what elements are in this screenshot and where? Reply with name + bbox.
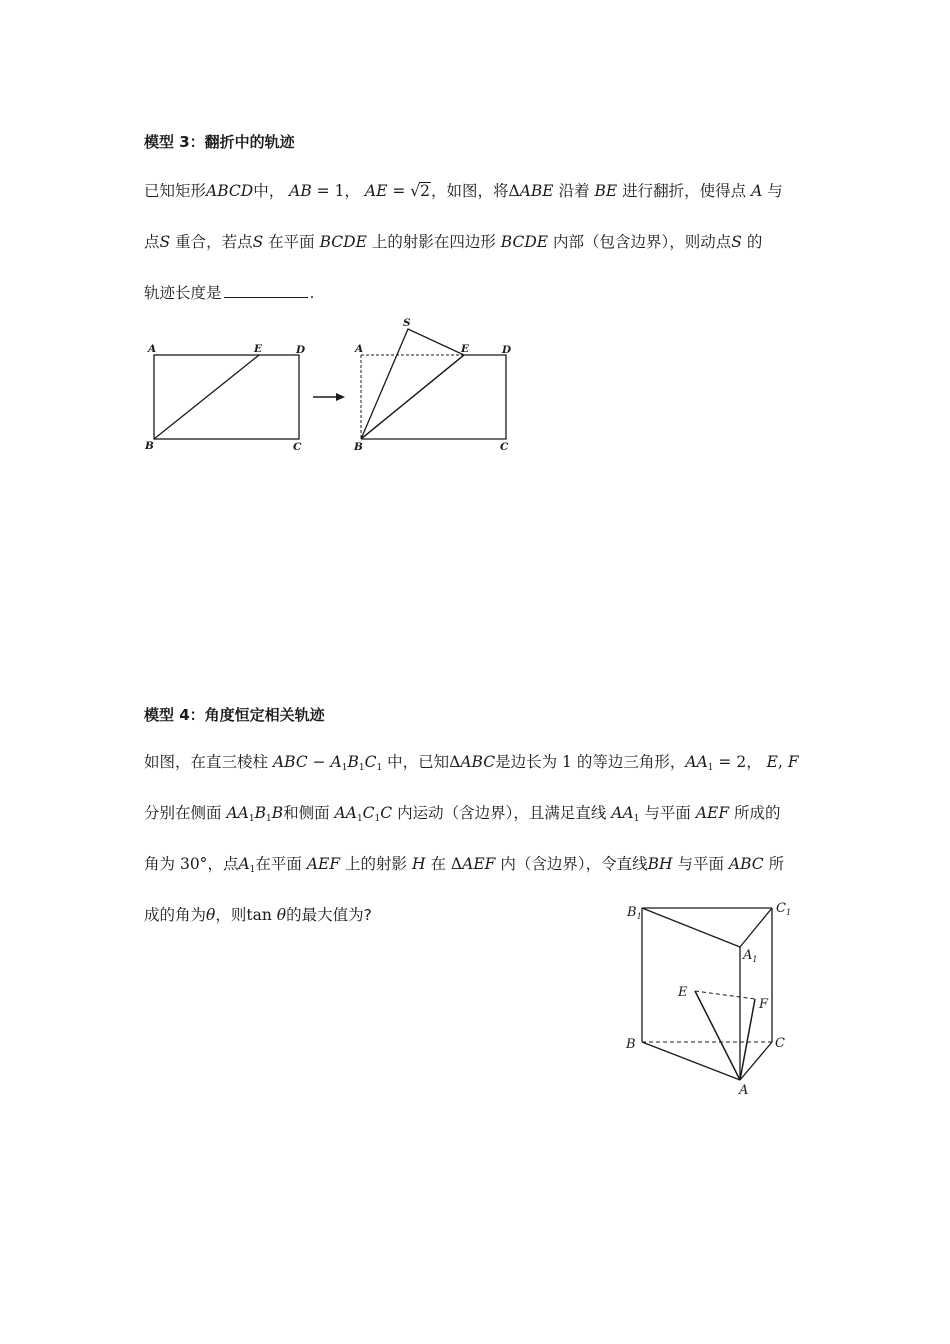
- text: 的等边三角形，: [576, 753, 686, 771]
- math: AEF: [462, 855, 496, 873]
- label-b-2: B: [354, 441, 363, 453]
- text: 成的角为: [144, 906, 207, 924]
- math: ABC: [272, 753, 308, 771]
- dashed-ef: [695, 991, 755, 999]
- label-a-2: A: [355, 343, 364, 355]
- text: 已知矩形: [144, 182, 207, 200]
- label-f: F: [759, 997, 769, 1012]
- math: AA: [611, 804, 634, 822]
- label-c-2: C: [500, 441, 509, 453]
- text: 上的射影: [345, 855, 408, 873]
- text: ，则: [215, 906, 247, 924]
- label-a: A: [148, 343, 157, 355]
- problem3-line-1: [144, 166, 814, 217]
- text: 中，: [253, 182, 285, 200]
- text: 分别在侧面: [144, 804, 222, 822]
- subscript: 1: [374, 814, 381, 824]
- text: 中，已知: [387, 753, 450, 771]
- math: ABE: [519, 182, 554, 200]
- text: 在平面: [268, 233, 315, 251]
- rectangle-abcd: [154, 355, 299, 439]
- math: BE: [594, 182, 618, 200]
- text: 上的射影在四边形: [371, 233, 496, 251]
- text: 在: [430, 855, 446, 873]
- segment-ae: [695, 991, 740, 1080]
- sqrt-sign: √: [410, 182, 421, 200]
- math: AA: [334, 804, 357, 822]
- rectangle-edcb: [361, 355, 506, 439]
- label-b1: $B_1$: [627, 905, 642, 921]
- math: A: [238, 855, 250, 873]
- folding-figure: [140, 315, 540, 460]
- text: 轨迹长度是: [144, 284, 222, 302]
- label-c: C: [293, 441, 302, 453]
- segment-be: [154, 355, 259, 439]
- text: 所成的: [734, 804, 781, 822]
- math: ABCD: [206, 182, 254, 200]
- math: θ: [276, 906, 287, 924]
- math: AA: [685, 753, 708, 771]
- math: B: [254, 804, 266, 822]
- math: B: [271, 804, 284, 822]
- text: 重合，若点: [175, 233, 253, 251]
- answer-blank[interactable]: [224, 285, 308, 298]
- subscript: 1: [376, 763, 383, 773]
- segment-af: [740, 999, 755, 1080]
- text: .: [309, 284, 315, 302]
- text: 在平面: [255, 855, 302, 873]
- edge-c1a1: [740, 908, 772, 947]
- math: C: [362, 804, 375, 822]
- text: 与: [767, 182, 783, 200]
- subscript: 1: [249, 865, 256, 875]
- text: 与平面: [644, 804, 691, 822]
- text: 是边长为: [495, 753, 558, 771]
- math: 1: [562, 753, 572, 771]
- math: θ: [206, 906, 216, 924]
- delta-symbol: Δ: [508, 182, 520, 200]
- label-b: B: [145, 440, 154, 452]
- math: BCDE: [319, 233, 367, 251]
- label-e-2: E: [461, 343, 470, 355]
- section3-problem: [144, 166, 814, 319]
- sqrt-value: 2: [420, 182, 430, 200]
- prism-figure: [622, 895, 802, 1100]
- label-d-2: D: [502, 344, 512, 356]
- math: 30°: [179, 855, 208, 873]
- section4-title: 模型 4：角度恒定相关轨迹: [144, 706, 325, 724]
- subscript: 1: [248, 814, 255, 824]
- text: 进行翻折，使得点: [622, 182, 747, 200]
- triangle-sbe: [361, 329, 464, 439]
- math: ,: [777, 753, 788, 771]
- math: C: [380, 804, 393, 822]
- text: 的最大值为?: [286, 906, 372, 924]
- math: tan: [246, 906, 272, 924]
- text: 角为: [144, 855, 176, 873]
- problem4-line-3: [144, 839, 814, 890]
- math: A: [751, 182, 763, 200]
- math: B: [347, 753, 359, 771]
- subscript: 1: [341, 763, 348, 773]
- math: = 1，: [311, 182, 360, 200]
- problem4-line-1: [144, 737, 814, 788]
- math: BH: [647, 855, 673, 873]
- edge-ba: [642, 1042, 740, 1080]
- math: AB: [289, 182, 312, 200]
- text: 内部（包含边界），则动点: [553, 233, 732, 251]
- subscript: 1: [358, 763, 365, 773]
- label-e: E: [254, 343, 263, 355]
- math: = 2，: [713, 753, 762, 771]
- text: 的: [746, 233, 763, 251]
- text: ，点: [207, 855, 239, 873]
- label-a1: $A_1$: [743, 948, 758, 964]
- problem4-line-2: [144, 788, 814, 839]
- label-b: B: [626, 1037, 636, 1052]
- arrow-head-icon: [336, 393, 345, 401]
- text: 所: [768, 855, 785, 873]
- math: AA: [226, 804, 249, 822]
- math: S: [252, 233, 264, 251]
- math: ABC: [460, 753, 496, 771]
- problem3-line-2: [144, 217, 814, 268]
- math: =: [387, 182, 411, 200]
- text: 内运动（含边界），且满足直线: [397, 804, 607, 822]
- delta-symbol: Δ: [450, 855, 463, 873]
- label-a: A: [739, 1083, 749, 1098]
- math: BCDE: [500, 233, 549, 251]
- label-e: E: [678, 985, 688, 1000]
- edge-ca: [740, 1042, 772, 1080]
- problem3-line-3: [144, 268, 814, 319]
- text: 点: [144, 233, 160, 251]
- text: 沿着: [558, 182, 590, 200]
- label-c1: $C_1$: [776, 901, 792, 917]
- subscript: 1: [707, 763, 714, 773]
- label-s: S: [403, 317, 411, 329]
- text: 和侧面: [283, 804, 330, 822]
- delta-symbol: Δ: [449, 753, 461, 771]
- subscript: 1: [265, 814, 272, 824]
- subscript: 1: [356, 814, 363, 824]
- math: AEF: [306, 855, 341, 873]
- label-c: C: [775, 1036, 785, 1051]
- math: AE: [364, 182, 388, 200]
- math: −: [307, 753, 331, 771]
- section3-title: 模型 3：翻折中的轨迹: [144, 133, 295, 151]
- math: F: [787, 753, 799, 771]
- math: A: [330, 753, 342, 771]
- math: H: [412, 855, 426, 873]
- math: C: [364, 753, 377, 771]
- math: S: [159, 233, 171, 251]
- text: ，如图，将: [431, 182, 509, 200]
- math: E: [766, 753, 778, 771]
- math: ABC: [728, 855, 764, 873]
- label-d: D: [296, 344, 306, 356]
- edge-b1a1: [642, 908, 740, 947]
- text: 如图，在直三棱柱: [144, 753, 269, 771]
- math: S: [731, 233, 742, 251]
- text: 与平面: [677, 855, 724, 873]
- math: AEF: [695, 804, 730, 822]
- subscript: 1: [633, 814, 640, 824]
- text: 内（含边界），令直线: [500, 855, 648, 873]
